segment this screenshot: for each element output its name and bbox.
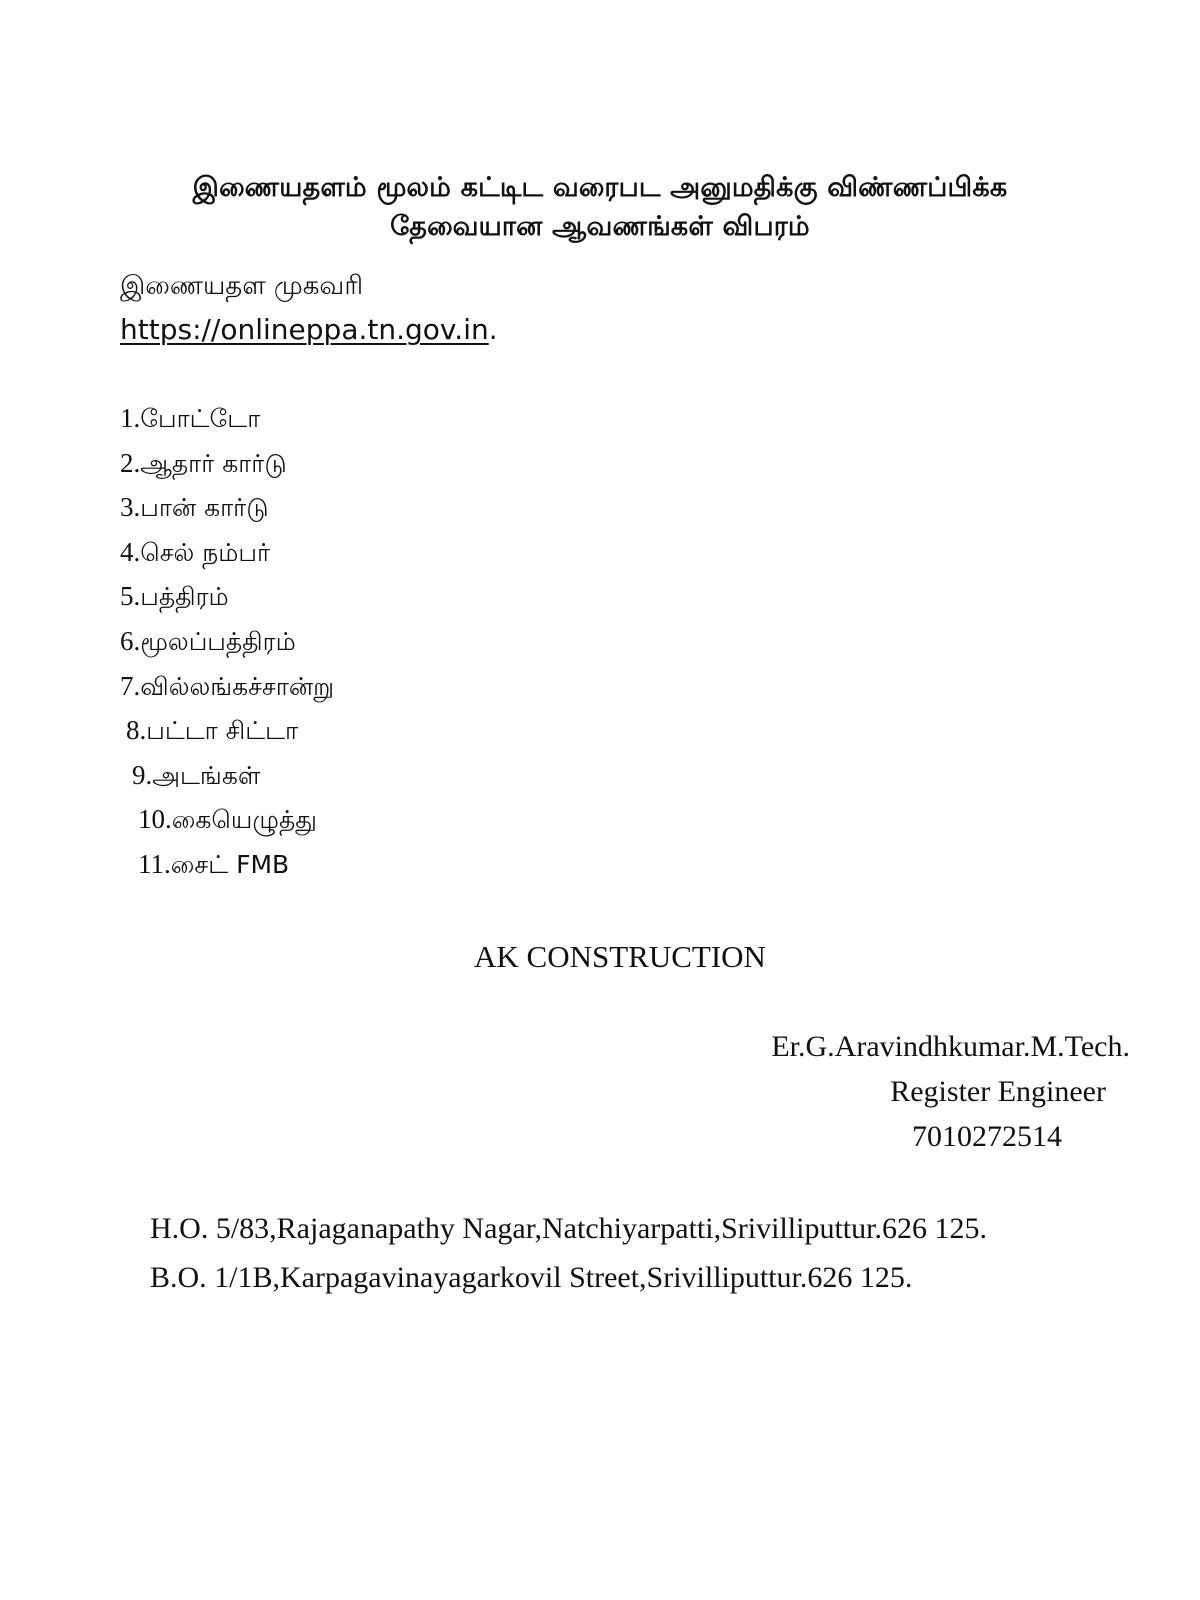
website-label: இணையதள முகவரி xyxy=(120,271,364,301)
item-text: சைட் FMB xyxy=(170,849,290,879)
item-text: பத்திரம் xyxy=(140,582,229,612)
list-item xyxy=(120,619,720,664)
item-text: பட்டா சிட்டா xyxy=(146,716,299,746)
item-number: 9. xyxy=(132,759,153,790)
page-title xyxy=(120,168,1080,246)
item-number: 4. xyxy=(120,536,141,567)
item-number: 10. xyxy=(138,804,172,835)
head-office-address: H.O. 5/83,Rajaganapathy Nagar,Natchiyarpatti,Srivilliputtur.626 125. xyxy=(150,1212,987,1245)
list-item xyxy=(120,485,720,530)
item-number: 7. xyxy=(120,670,141,701)
item-number: 3. xyxy=(120,492,141,523)
engineer-name: Er.G.Aravindhkumar.M.Tech. xyxy=(771,1030,1130,1063)
item-text: பான் கார்டு xyxy=(140,493,269,523)
item-text: அடங்கள் xyxy=(152,760,261,790)
list-item xyxy=(120,708,720,753)
website-address xyxy=(120,313,498,346)
item-text: வில்லங்கச்சான்று xyxy=(140,671,334,701)
list-item xyxy=(120,441,720,486)
engineer-phone: 7010272514 xyxy=(912,1120,1062,1153)
item-number: 6. xyxy=(120,625,141,656)
title-line-2: தேவையான ஆவணங்கள் விபரம் xyxy=(390,211,810,242)
item-number: 5. xyxy=(120,581,141,612)
item-number: 1. xyxy=(120,403,141,433)
item-number: 2. xyxy=(120,447,141,478)
list-item xyxy=(120,574,720,619)
item-text: ஆதார் கார்டு xyxy=(140,448,287,478)
item-text: மூலப்பத்திரம் xyxy=(140,626,296,656)
item-text: கையெழுத்து xyxy=(171,805,317,835)
list-item xyxy=(120,396,720,441)
item-text: செல் நம்பர் xyxy=(140,537,271,567)
item-number: 11. xyxy=(138,848,171,879)
list-item xyxy=(120,753,720,798)
list-item xyxy=(120,842,720,887)
required-documents-list xyxy=(120,396,720,887)
branch-office-address: B.O. 1/1B,Karpagavinayagarkovil Street,Srivilliputtur.626 125. xyxy=(150,1261,913,1294)
website-url-period: . xyxy=(488,313,498,346)
engineer-role: Register Engineer xyxy=(890,1075,1106,1108)
list-item xyxy=(120,530,720,575)
list-item xyxy=(120,797,720,842)
website-url-link[interactable]: https://onlineppa.tn.gov.in xyxy=(120,313,489,346)
title-line-1: இணையதளம் மூலம் கட்டிட வரைபட அனுமதிக்கு விண்ணப்பிக்க xyxy=(192,172,1008,203)
item-number: 8. xyxy=(126,715,147,746)
company-name: AK CONSTRUCTION xyxy=(474,939,766,974)
item-text: போட்டோ xyxy=(140,404,261,433)
list-item xyxy=(120,664,720,709)
